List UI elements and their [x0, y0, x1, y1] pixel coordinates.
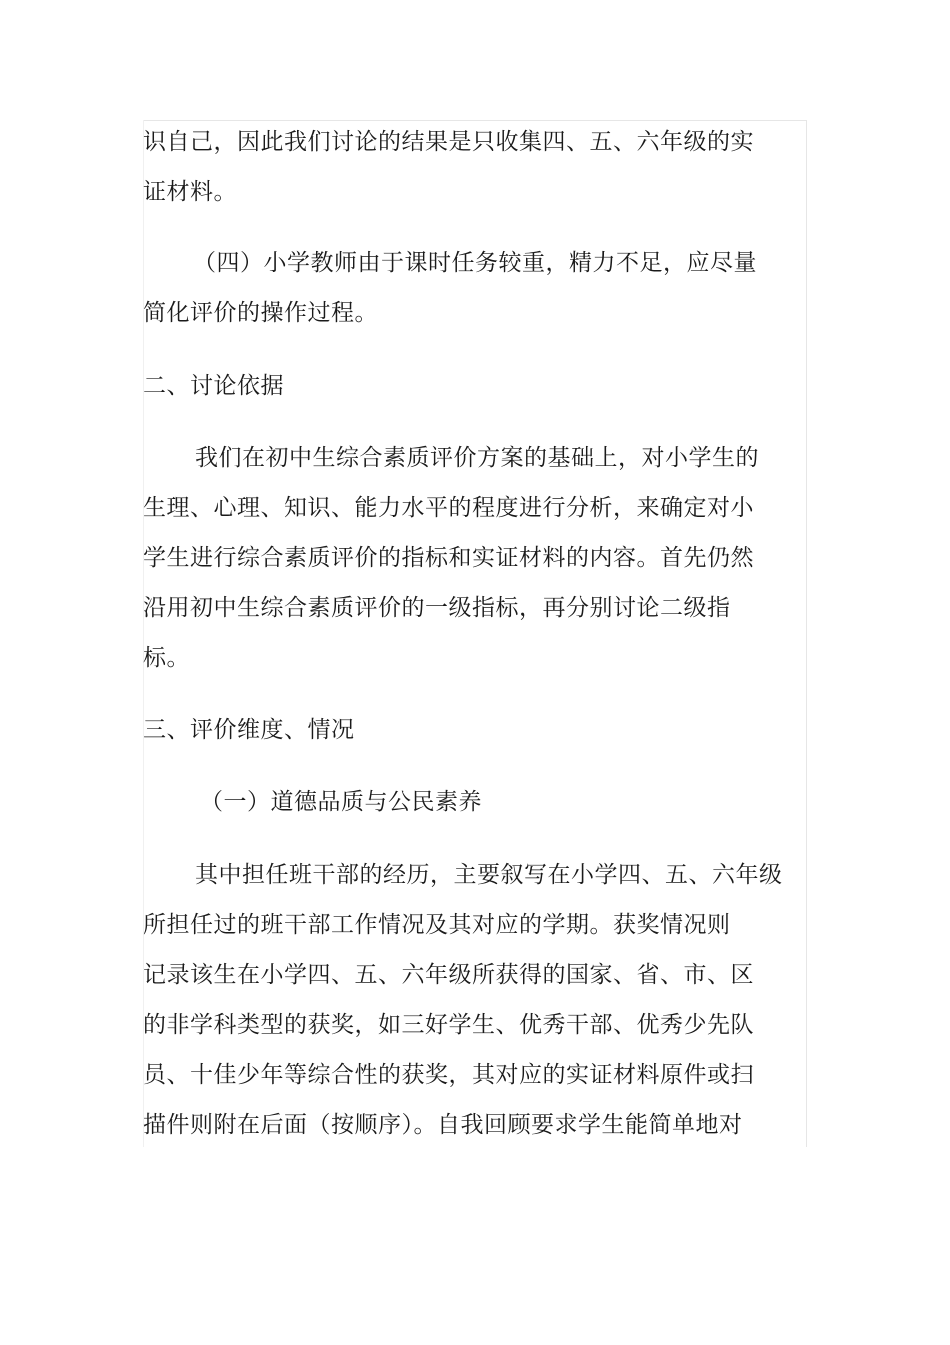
- subsection-heading: （一）道德品质与公民素养: [200, 789, 482, 815]
- paragraph-line: 所担任过的班干部工作情况及其对应的学期。获奖情况则: [143, 912, 731, 938]
- paragraph-line: 标。: [143, 645, 190, 671]
- paragraph-line: 的非学科类型的获奖，如三好学生、优秀干部、优秀少先队: [143, 1012, 754, 1038]
- section-heading: 二、讨论依据: [143, 373, 284, 399]
- paragraph-line: 沿用初中生综合素质评价的一级指标，再分别讨论二级指: [143, 595, 731, 621]
- paragraph-line: 员、十佳少年等综合性的获奖，其对应的实证材料原件或扫: [143, 1062, 754, 1088]
- paragraph-line: （四）小学教师由于课时任务较重，精力不足，应尽量: [193, 250, 757, 276]
- paragraph-line: 描件则附在后面（按顺序）。自我回顾要求学生能简单地对: [143, 1112, 743, 1138]
- paragraph-line: 记录该生在小学四、五、六年级所获得的国家、省、市、区: [143, 962, 754, 988]
- paragraph-line: 我们在初中生综合素质评价方案的基础上，对小学生的: [195, 445, 759, 471]
- paragraph-line: 生理、心理、知识、能力水平的程度进行分析，来确定对小: [143, 495, 754, 521]
- paragraph-line: 证材料。: [143, 179, 237, 205]
- section-heading: 三、评价维度、情况: [143, 717, 355, 743]
- paragraph-line: 学生进行综合素质评价的指标和实证材料的内容。首先仍然: [143, 545, 754, 571]
- paragraph-line: 其中担任班干部的经历，主要叙写在小学四、五、六年级: [195, 862, 783, 888]
- paragraph-line: 简化评价的操作过程。: [143, 300, 378, 326]
- paragraph-line: 识自己，因此我们讨论的结果是只收集四、五、六年级的实: [143, 129, 754, 155]
